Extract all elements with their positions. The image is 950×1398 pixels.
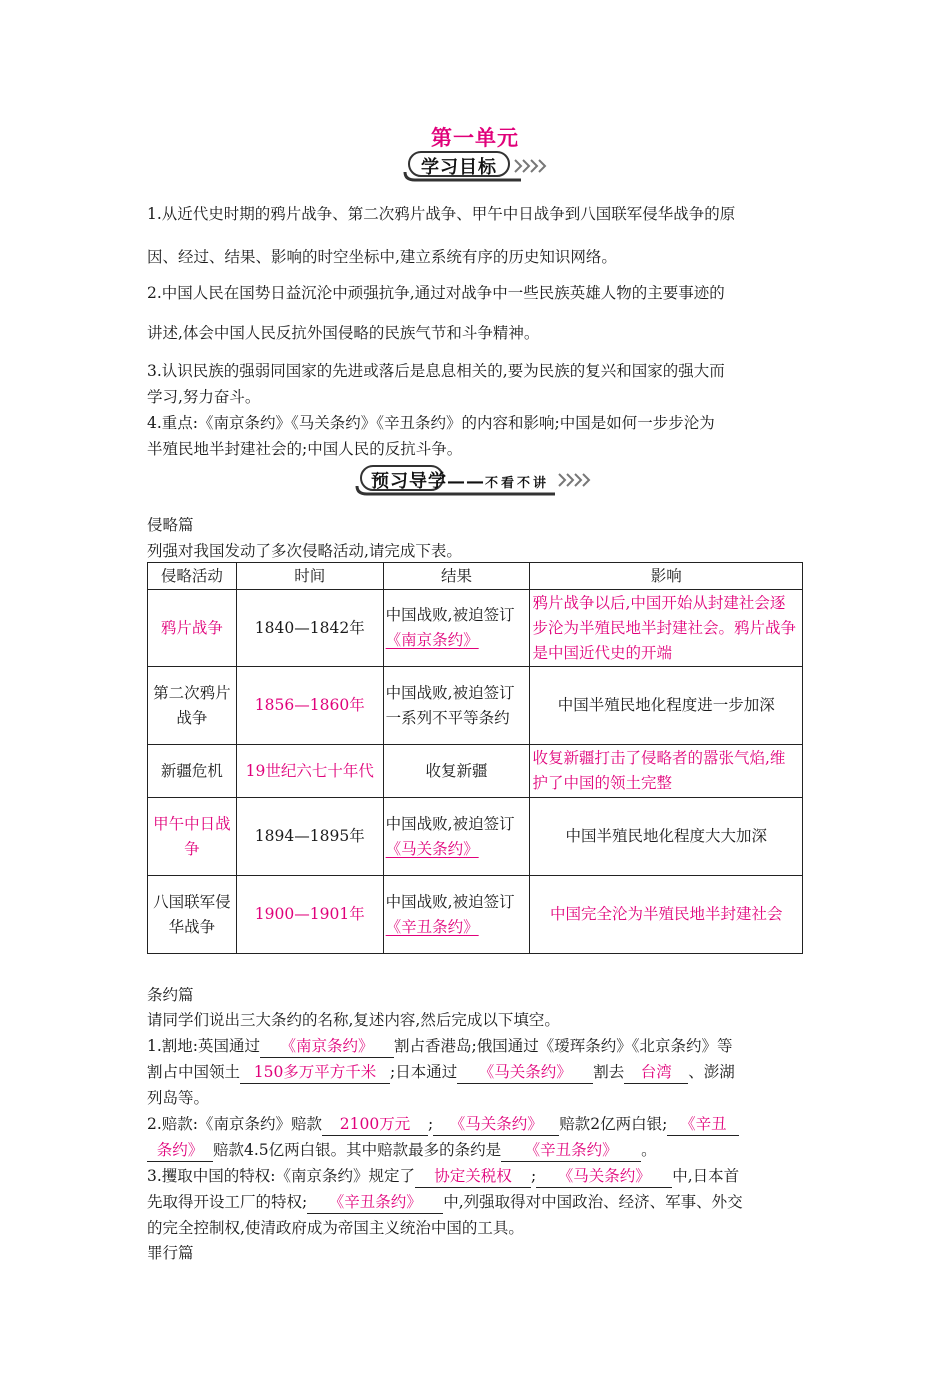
- fill-blank: 协定关税权: [415, 1165, 531, 1188]
- fill-blank: 《辛丑条约》: [385, 917, 479, 936]
- result-text: 中国战败,被迫签订: [385, 892, 515, 911]
- table-header: 侵略活动: [148, 563, 237, 590]
- aggression-table: [147, 562, 803, 954]
- objective-line: 讲述,体会中国人民反抗外国侵略的民族气节和斗争精神。: [147, 324, 540, 342]
- result-cell: [383, 798, 530, 876]
- objective-line: 3.认识民族的强弱同国家的先进或落后是息息相关的,要为民族的复兴和国家的强大而: [147, 362, 725, 380]
- question-text: ;日本通过: [390, 1063, 458, 1081]
- objective-line: 1.从近代史时期的鸦片战争、第二次鸦片战争、甲午中日战争到八国联军侵华战争的原: [147, 205, 736, 223]
- question-line: [147, 1111, 803, 1137]
- fill-blank: 《辛丑条约》: [307, 1191, 443, 1214]
- result-cell: [383, 590, 530, 667]
- fill-blank: 《辛丑条约》: [501, 1139, 641, 1162]
- question-text: ;: [531, 1167, 537, 1185]
- question-line: 的完全控制权,使清政府成为帝国主义统治中国的工具。: [147, 1219, 524, 1237]
- objective-line: 学习,努力奋斗。: [147, 388, 261, 406]
- question-line: 列岛等。: [147, 1089, 210, 1107]
- question-text: 赔款4.5亿两白银。其中赔款最多的条约是: [213, 1141, 502, 1159]
- section-heading: 罪行篇: [147, 1244, 194, 1262]
- section-intro: 请同学们说出三大条约的名称,复述内容,然后完成以下填空。: [147, 1011, 560, 1029]
- banner-sub: 不看不讲: [485, 476, 550, 491]
- section-intro: 列强对我国发动了多次侵略活动,请完成下表。: [147, 542, 462, 560]
- question-text: 中,日本首: [672, 1167, 740, 1185]
- fill-blank: 《辛丑: [667, 1113, 739, 1136]
- question-text: ;: [428, 1115, 434, 1133]
- question-text: 赔款2亿两白银;: [559, 1115, 668, 1133]
- question-text: 、澎湖: [688, 1063, 735, 1081]
- question-text: 。: [641, 1141, 657, 1159]
- objective-line: 半殖民地半封建社会的;中国人民的反抗斗争。: [147, 440, 463, 458]
- objective-line: 4.重点:《南京条约》《马关条约》《辛丑条约》的内容和影响;中国是如何一步步沦为: [147, 414, 715, 432]
- table-row: [148, 667, 803, 745]
- question-text: 割占香港岛;俄国通过《瑷珲条约》《北京条约》等: [394, 1037, 733, 1055]
- section-heading: 侵略篇: [147, 516, 194, 534]
- impact-cell: 中国半殖民地化程度大大加深: [530, 798, 803, 876]
- impact-cell: 收复新疆打击了侵略者的嚣张气焰,维护了中国的领土完整: [530, 745, 803, 798]
- objective-line: 因、经过、结果、影响的时空坐标中,建立系统有序的历史知识网络。: [147, 248, 617, 266]
- time-cell: 1900—1901年: [236, 876, 383, 954]
- activity-cell: 第二次鸦片战争: [148, 667, 237, 745]
- question-line: [147, 1033, 803, 1059]
- table-row: [148, 590, 803, 667]
- result-text: 中国战败,被迫签订: [385, 814, 515, 833]
- question-line: [147, 1059, 803, 1085]
- table-header: 影响: [530, 563, 803, 590]
- fill-blank: 台湾: [624, 1061, 688, 1084]
- section-heading: 条约篇: [147, 986, 194, 1004]
- section-banner-preview: [355, 462, 595, 496]
- fill-blank: 条约》: [147, 1139, 213, 1162]
- fill-blank: 《南京条约》: [385, 631, 479, 649]
- table-row: [148, 745, 803, 798]
- question-text: 2.赔款:《南京条约》赔款: [147, 1115, 323, 1133]
- fill-blank: 《马关条约》: [457, 1061, 593, 1084]
- banner-label: [371, 467, 549, 493]
- time-cell: 19世纪六七十年代: [236, 745, 383, 798]
- banner-label: 学习目标: [421, 157, 497, 178]
- question-text: 中,列强取得对中国政治、经济、军事、外交: [443, 1193, 743, 1211]
- table-header: 时间: [236, 563, 383, 590]
- result-cell: 中国战败,被迫签订一系列不平等条约: [383, 667, 530, 745]
- result-cell: [383, 876, 530, 954]
- fill-blank: 2100万元: [322, 1113, 428, 1136]
- question-line: [147, 1137, 803, 1163]
- question-line: [147, 1189, 803, 1215]
- result-cell: 收复新疆: [383, 745, 530, 798]
- table-row: [148, 798, 803, 876]
- question-text: 割去: [593, 1063, 625, 1081]
- time-cell: 1894—1895年: [236, 798, 383, 876]
- fill-blank: 150多万平方千米: [240, 1061, 390, 1084]
- objective-line: 2.中国人民在国势日益沉沦中顽强抗争,通过对战争中一些民族英雄人物的主要事迹的: [147, 284, 725, 302]
- section-banner-objectives: [403, 148, 553, 182]
- fill-blank: 《南京条约》: [260, 1035, 394, 1058]
- question-line: [147, 1163, 803, 1189]
- activity-cell: 新疆危机: [148, 745, 237, 798]
- table-header: 结果: [383, 563, 530, 590]
- question-text: 先取得开设工厂的特权;: [147, 1193, 308, 1211]
- question-text: 割占中国领土: [147, 1063, 241, 1081]
- fill-blank: 《马关条约》: [433, 1113, 559, 1136]
- activity-cell: 甲午中日战争: [148, 798, 237, 876]
- result-text: 中国战败,被迫签订: [385, 606, 515, 624]
- question-text: 1.割地:英国通过: [147, 1037, 261, 1055]
- question-text: 3.攫取中国的特权:《南京条约》规定了: [147, 1167, 416, 1185]
- table-header-row: [148, 563, 803, 590]
- activity-cell: 八国联军侵华战争: [148, 876, 237, 954]
- impact-cell: 鸦片战争以后,中国开始从封建社会逐步沦为半殖民地半封建社会。鸦片战争是中国近代史的开端: [530, 590, 803, 667]
- table-row: [148, 876, 803, 954]
- activity-cell: 鸦片战争: [148, 590, 237, 667]
- fill-blank: 《马关条约》: [385, 839, 479, 858]
- impact-cell: 中国半殖民地化程度进一步加深: [530, 667, 803, 745]
- impact-cell: 中国完全沦为半殖民地半封建社会: [530, 876, 803, 954]
- unit-title: 第一单元: [431, 125, 519, 150]
- fill-blank: 《马关条约》: [536, 1165, 672, 1188]
- time-cell: 1856—1860年: [236, 667, 383, 745]
- banner-main: 预习导学——: [371, 471, 485, 492]
- time-cell: 1840—1842年: [236, 590, 383, 667]
